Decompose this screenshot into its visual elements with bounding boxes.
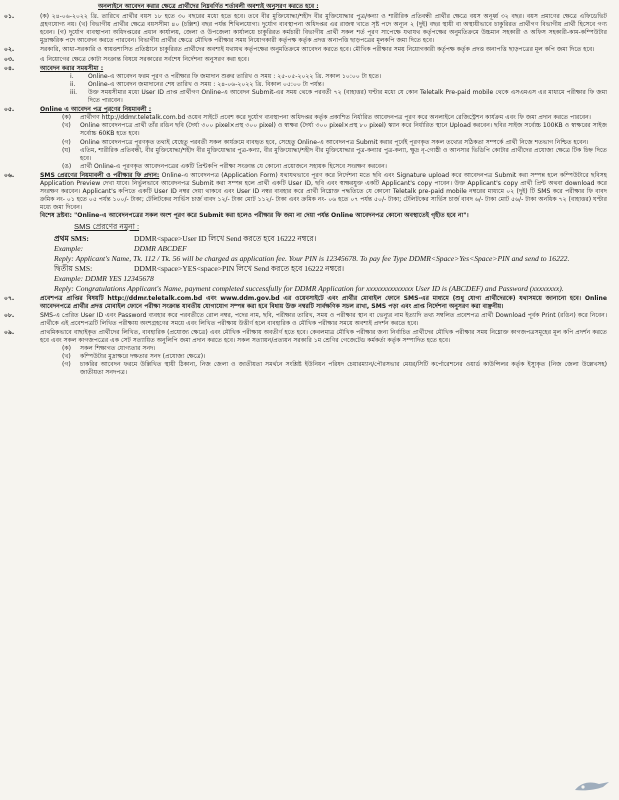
section-05 (4, 106, 607, 171)
list-item-text: চাকরির আবেদন ফরমে উল্লিখিত স্থায়ী ঠিকানা, নিজ জেলা ও জাতীয়তা সমর্থনে সংশ্লিষ্ট ইউনিয়ন পরিষদ চেয়ারম্যান/পৌরসভার মেয়র/সিটি কর্পোরেশনের ওয়ার্ড কাউন্সিলর কর্তৃক ইস্যুকৃত (নিজ জেলা উল্লেখসহ) জাতীয়তা সনদপত্র। (80, 361, 607, 377)
section-number: ০৪. (4, 64, 15, 72)
section-number: ০২. (4, 46, 15, 54)
section-02 (4, 46, 607, 54)
list-item (62, 361, 607, 377)
section-number: ০৬. (4, 171, 15, 179)
warning-note: বিশেষ দ্রষ্টব্য: "Online-এ আবেদনপত্রের সকল অংশ পূরণ করে Submit করা হলেও পরীক্ষার ফি জমা না দেয়া পর্যন্ত Online আবেদনপত্র কোনো অবস্থাতেই গৃহীত হবে না"। (40, 212, 469, 220)
section-number: ০১. (4, 13, 15, 21)
list-item-text: প্রার্থীগণ http://ddmr.teletalk.com.bd ওয়েব সাইটে প্রবেশ করে দুর্যোগ ব্যবস্থাপনা অধিদপ্তর কর্তৃক প্রকাশিত নির্ধারিত আবেদনপত্র পূরণ করে অনলাইনে রেজিস্ট্রেশন কার্যক্রম এবং ফি জমা প্রদান করতে পারবেন। (80, 114, 591, 122)
list-marker: (খ) (62, 353, 71, 361)
section-number: ০৯. (4, 328, 15, 336)
list-item-text: প্রার্থী Online-এ পূরণকৃত আবেদনপত্রের একটি প্রিন্টকপি পরীক্ষা সংক্রান্ত যে কোনো প্রয়োজনে সহায়ক হিসেবে সংরক্ষণ করবেন। (80, 162, 387, 170)
section-01 (4, 13, 607, 45)
list-item-text: Online-এ আবেদন ফরম পূরণ ও পরীক্ষার ফি জমাদান শুরুর তারিখ ও সময় : ২৫-০৫-২০২২ খ্রি. সকাল ১০:০০ টা হতে। (88, 72, 382, 80)
list-marker: (ঘ) (62, 146, 71, 154)
list-item (62, 163, 607, 171)
section-number: ০৫. (4, 106, 15, 114)
list-item-text: Online আবেদনপত্রে পূরণকৃত তথ্যই যেহেতু পরবর্তী সকল কার্যক্রমে ব্যবহৃত হবে, সেহেতু Online-এ আবেদনপত্র Submit করার পূর্বেই পূরণকৃত সকল তথ্যের সঠিকতা সম্পর্কে প্রার্থী নিজে শতভাগ নিশ্চিত হবেন। (80, 138, 589, 146)
list-item (62, 139, 607, 147)
list-marker: iii. (70, 88, 78, 96)
list-item-text: এতিম, শারীরিক প্রতিবন্ধী, বীর মুক্তিযোদ্ধা/শহীদ বীর মুক্তিযোদ্ধার পুত্র-কন্যা, বীর মুক্তিযোদ্ধা/শহীদ বীর মুক্তিযোদ্ধার পুত্র-কন্যার পুত্র-কন্যা, ক্ষুদ্র নৃ-গোষ্ঠী ও আনসার ভিডিপি কোটার প্রার্থীদের প্রযোজ্য ক্ষেত্রে টিক চিহ্ন দিতে হবে। (80, 146, 607, 162)
first-sms-label: প্রথম SMS: (54, 233, 89, 243)
second-sms-reply: Reply: Congratulations Applicant's Name, payment completed successfully for DDMR Application for xxxxxxxxxxxxxx User ID is (ABCDEF) and Password (xxxxxxxx). (54, 283, 564, 293)
first-sms-reply: Reply: Applicant's Name, Tk. 112 / Tk. 56 will be charged as application fee. Your PIN is 12345678. To pay fee Type DDMR<Space>Yes<Space>PIN and send to 16222. (54, 253, 570, 263)
watermark-logo-icon (573, 778, 611, 794)
list-item (70, 81, 607, 89)
list-marker: (খ) (62, 122, 71, 130)
list-item (70, 89, 607, 105)
section-text: Online-এ আবেদনপত্র (Application Form) যথাযথভাবে পূরণ করে নির্দেশনা মতে ছবি এবং Signature upload করে আবেদনপত্র Submit করা সম্পন্ন হলে কম্পিউটারে ছবিসহ Application Preview দেখা যাবে। নির্ভুলভাবে আবেদনপত্র Submit করা সম্পন্ন হলে প্রার্থী একটি User ID, ছবি এবং স্বাক্ষরযুক্ত একটি Applicant's copy পাবেন। উক্ত Applicant's copy প্রার্থী প্রিন্ট অথবা download করে সংরক্ষণ করবেন। Applicant's কপিতে একটি User ID নম্বর দেয়া থাকবে এবং User ID নম্বর ব্যবহার করে প্রার্থী নিম্নোক্ত পদ্ধতিতে যে কোনো Teletalk pre-paid mobile নম্বরের মাধ্যমে ০২ (দুই) টি SMS করে পরীক্ষার ফি বাবদ ক্রমিক নং- ০১ হতে ০৫ পর্যন্ত ১০০/- টাকা; টেলিটকের সার্ভিস চার্জ বাবদ ১২/- টাকা মোট ১১২/- টাকা এবং ক্রমিক নং- ০৬ হতে ০৭ পর্যন্ত ৫০/- টাকা; টেলিটকের সার্ভিস চার্জ বাবদ ৬/- টাকা মোট ৫৬/- টাকা অনধিক ৭২ (বাহাত্তর) ঘণ্টার মধ্যে জমা দিবেন। (40, 171, 607, 212)
section-title: Online এ আবেদন পত্র পূরণের নিয়মাবলী : (40, 106, 152, 114)
section-09 (4, 328, 607, 378)
section-title: আবেদন করার সময়সীমা : (40, 64, 104, 72)
section-text: সরকারি, আধা-সরকারি ও স্বায়ত্তশাসিত প্রতিষ্ঠানে চাকুরিরত প্রার্থীদের অবশ্যই যথাযথ কর্তৃপক্ষের অনুমতিক্রমে আবেদন করতে হবে। মৌখিক পরীক্ষার সময় নিয়োগকারী কর্তৃপক্ষ কর্তৃক প্রদত্ত অনাপত্তি ছাড়পত্রের মূল কপি জমা দিতে হবে। (40, 46, 595, 54)
list-item-text: Online-এ আবেদন জমাদানের শেষ তারিখ ও সময় : ২৪-০৬-২০২২ খ্রি. বিকাল ০৫:০০ টা পর্যন্ত। (88, 80, 324, 88)
section-04 (4, 64, 607, 105)
section-06 (4, 171, 607, 294)
list-marker: (ঙ) (62, 162, 72, 170)
list-item (70, 73, 607, 81)
section-text: (ক) ২৪-০৬-২০২২ খ্রি. তারিখে প্রার্থীর বয়স ১৮ হতে ৩০ বছরের মধ্যে হতে হবে। তবে বীর মুক্তিযোদ্ধা/শহীদ বীর মুক্তিযোদ্ধার পুত্র/কন্যা ও শারীরিক প্রতিবন্ধী প্রার্থীর ক্ষেত্রে বয়স অনূর্ধ্ব ৩২ বছর। বয়স প্রমাণের ক্ষেত্রে এফিডেভিট গ্রহণযোগ্য নয়। (খ) বিভাগীয় প্রার্থীর ক্ষেত্রে বয়সসীমা ৪০ (চল্লিশ) বছর পর্যন্ত শিথিলযোগ্য। দুর্যোগ ব্যবস্থাপনা অধিদপ্তর এর রাজস্ব খাতে সৃষ্ট পদে অন্যূন ২ (দুই) বছর স্থায়ী বা অস্থায়ীভাবে চাকুরিরত প্রার্থীগণ বিভাগীয় প্রার্থী হিসেবে গণ্য হবেন। (গ) দুর্যোগ ব্যবস্থাপনা অধিদপ্তরের প্রধান কার্যালয়, জেলা ও উপজেলা কার্যালয়ে চাকুরিরত কর্মচারী বিভাগীয় প্রার্থী সকল শর্ত পূরণ সাপেক্ষে যথাযথ কর্তৃপক্ষের অনুমতিক্রমে উচ্চমান সহকারী ও অফিস সহকারী-কাম-কম্পিউটার মুদ্রাক্ষরিক পদে আবেদন করতে পারবেন। বিভাগীয় প্রার্থীর ক্ষেত্রে মৌখিক পরীক্ষার সময় নিয়োগকারী কর্তৃপক্ষ কর্তৃক প্রদত্ত অনাপত্তি ছাড়পত্রের মূলকপি জমা দিতে হবে। (40, 13, 607, 45)
list-item-text: কম্পিউটার মুদ্রাক্ষরে দক্ষতার সনদ (প্রযোজ্য ক্ষেত্রে)। (80, 353, 206, 361)
sms-example-box (40, 223, 607, 293)
list-marker: (ক) (62, 345, 72, 353)
section-number: ০৮. (4, 311, 15, 319)
list-item (62, 147, 607, 163)
sms-example-title: SMS প্রেরণের নমুনা : (74, 222, 140, 232)
list-marker: (গ) (62, 361, 71, 369)
list-item-text: সকল শিক্ষাগত যোগ্যতার সনদ। (80, 345, 156, 353)
second-sms-label: দ্বিতীয় SMS: (54, 263, 93, 273)
section-text: এ নিয়োগের ক্ষেত্রে কোটা সংক্রান্ত বিষয়ে সরকারের সর্বশেষ নির্দেশনা অনুসরণ করা হবে। (40, 55, 250, 63)
second-sms-example: Example: DDMR YES 12345678 (54, 273, 154, 283)
list-marker: ii. (70, 80, 76, 88)
section-title: SMS প্রেরণের নিয়মাবলী ও পরীক্ষার ফি প্রদান: (40, 171, 160, 179)
list-marker: (ক) (62, 114, 72, 122)
section-08 (4, 311, 607, 328)
list-item-text: উক্ত সময়সীমার মধ্যে User ID প্রাপ্ত প্রার্থীগণ Online-এ আবেদন Submit-এর সময় থেকে পরবর্তী ৭২ (বাহাত্তর) ঘণ্টার মধ্যে যে কোন Teletalk Pre-paid mobile থেকে এসএমএস এর মাধ্যমে পরীক্ষার ফি জমা দিতে পারবেন। (88, 88, 607, 105)
first-sms-example: DDMR ABCDEF (134, 243, 187, 253)
section-text: SMS-এ প্রেরিত User ID এবং Password ব্যবহার করে পরবর্তীতে রোল নম্বর, পদের নাম, ছবি, পরীক্ষার তারিখ, সময় ও পরীক্ষার স্থান বা ভেন্যুর নাম ইত্যাদি তথ্য সম্বলিত প্রবেশপত্র প্রার্থী Download পূর্বক Print (রঙিন) করে নিবেন। প্রার্থীকে এই প্রবেশপত্রটি লিখিত পরীক্ষায় অংশগ্রহণের সময়ে এবং লিখিত পরীক্ষায় উত্তীর্ণ হলে ব্যবহারিক ও মৌখিক পরীক্ষার সময়ে অবশ্যই প্রদর্শন করতে হবে। (40, 311, 607, 327)
page-heading: অনলাইনে আবেদন করার ক্ষেত্রে প্রার্থীদের নিম্নবর্ণিত শর্তাবলী অবশ্যই অনুসরণ করতে হবে : (98, 3, 319, 10)
example-label: Example: (54, 243, 84, 253)
list-item-text: Online আবেদনপত্রে প্রার্থী তাঁর রঙিন ছবি (দৈর্ঘ্য ৩০০ pixel×প্রস্থ ৩০০ pixel) ও স্বাক্ষর (দৈর্ঘ্য ৩০০ pixel×প্রস্থ ৮০ pixel) স্ক্যান করে নির্ধারিত স্থানে Upload করবেন। ছবির সাইজ সর্বোচ্চ 100KB ও স্বাক্ষরের সাইজ সর্বোচ্চ 60KB হতে হবে। (80, 122, 607, 138)
section-number: ০৭. (4, 294, 15, 302)
list-marker: (গ) (62, 138, 71, 146)
second-sms-format: DDMR<space>YES<space>PIN লিখে Send করতে হবে 16222 নম্বরে। (134, 263, 345, 273)
list-item (62, 122, 607, 138)
section-number: ০৩. (4, 55, 15, 63)
list-item (62, 345, 607, 353)
section-07 (4, 294, 607, 311)
section-03 (4, 55, 607, 64)
list-marker: i. (70, 72, 74, 80)
first-sms-format: DDMR<space>User ID লিখে Send করতে হবে 16222 নম্বরে। (134, 233, 317, 243)
section-text: প্রাথমিকভাবে বাছাইকৃত প্রার্থীদের লিখিত, ব্যবহারিক (প্রযোজ্য ক্ষেত্রে) এবং মৌখিক পরীক্ষায় অবতীর্ণ হতে হবে। কেবলমাত্র মৌখিক পরীক্ষার জন্য নির্বাচিত প্রার্থীদের মৌখিক পরীক্ষার সময় নিম্নোক্ত কাগজপত্রসমূহের মূল কপি প্রদর্শন করতে হবে এবং সকল কাগজপত্রের এক সেট সত্যায়িত অনুলিপি জমা প্রদান করতে হবে। সকল সত্যায়ন/প্রত্যয়ন সরকারি ১ম শ্রেণির গেজেটেড কর্মকর্তা কর্তৃক সম্পাদিত হতে হবে। (40, 328, 607, 344)
section-text: প্রবেশপত্র প্রাপ্তির বিষয়টি http://ddmr.teletalk.com.bd এবং www.ddm.gov.bd এর ওয়েবসাইটে এবং প্রার্থীর মোবাইল ফোনে SMS-এর মাধ্যমে (শুধু যোগ্য প্রার্থীদেরকে) যথাসময়ে জানানো হবে। Online আবেদনপত্রে প্রার্থীর প্রদত্ত মোবাইল ফোনে পরীক্ষা সংক্রান্ত যাবতীয় যোগাযোগ সম্পন্ন করা হবে বিধায় উক্ত নম্বরটি সার্বক্ষণিক সচল রাখা, SMS পড়া এবং প্রাপ্ত নির্দেশনা অনুসরণ করা বাঞ্ছনীয়। (40, 294, 607, 310)
